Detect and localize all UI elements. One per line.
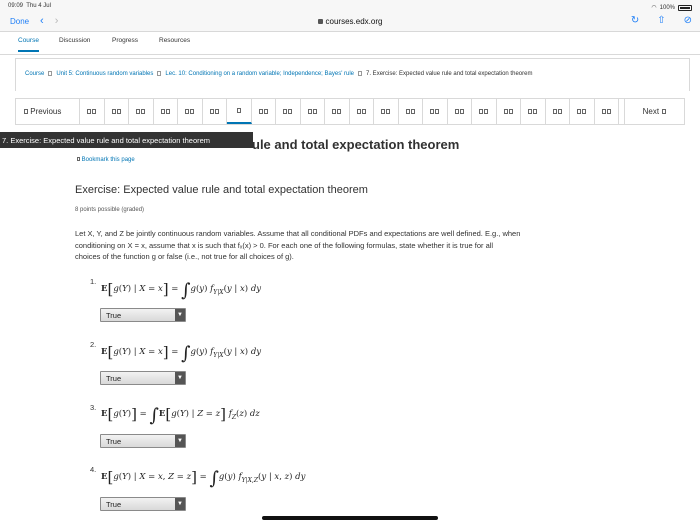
battery-percent: 100% (659, 4, 675, 11)
breadcrumb (15, 58, 690, 91)
reload-icon[interactable]: ↻ (630, 15, 640, 26)
formula-4: E[g(Y) | X = x, Z = z] = ∫g(y) $f_{Y|X,Z}(y$ | x, z) dy (101, 468, 306, 489)
formula-1: E[g(Y) | X = x] = ∫g(y) $f_{Y|X}(y$ | x) dy (101, 280, 262, 301)
sequence-unit-tab[interactable] (178, 99, 203, 124)
unit-type-icon (283, 109, 287, 114)
unit-type-icon (607, 109, 611, 114)
sequence-unit-tab[interactable] (374, 99, 399, 124)
sequence-unit-tab[interactable] (546, 99, 571, 124)
unit-type-icon (362, 109, 366, 114)
chevron-left-icon (24, 109, 28, 114)
bookmark-button[interactable]: Bookmark this page (76, 157, 135, 163)
sequence-units (80, 99, 619, 124)
compass-icon[interactable]: ⊘ (683, 15, 692, 26)
tab-discussion[interactable]: Discussion (59, 37, 91, 44)
unit-type-icon (185, 109, 189, 114)
sequence-unit-tab[interactable] (80, 99, 105, 124)
sequence-nav (15, 98, 685, 125)
unit-title: ule and total expectation theorem (252, 137, 460, 152)
unit-type-icon (386, 109, 390, 114)
unit-type-icon (313, 109, 317, 114)
chevron-down-icon: ▼ (175, 435, 185, 447)
unit-type-icon (264, 109, 268, 114)
previous-button[interactable]: Previous (16, 99, 80, 124)
unit-type-icon (337, 109, 341, 114)
unit-type-icon (237, 108, 241, 113)
breadcrumb-course[interactable]: Course (25, 71, 45, 77)
wifi-icon: ◠ (651, 5, 657, 11)
unit-type-icon (509, 109, 513, 114)
sequence-unit-tab[interactable] (399, 99, 424, 124)
lock-icon (318, 19, 323, 24)
share-icon[interactable]: ⇧ (657, 15, 666, 26)
unit-tooltip: 7. Exercise: Expected value rule and total expectation theorem (0, 132, 253, 148)
sequence-unit-tab[interactable] (203, 99, 228, 124)
question-number: 1. (90, 277, 97, 286)
unit-type-icon (528, 109, 532, 114)
bookmark-icon (77, 157, 80, 161)
unit-type-icon (117, 109, 121, 114)
done-button[interactable]: Done (10, 17, 30, 26)
chevron-down-icon: ▼ (175, 372, 185, 384)
sequence-unit-tab[interactable] (325, 99, 350, 124)
unit-type-icon (577, 109, 581, 114)
sequence-unit-tab[interactable] (154, 99, 179, 124)
unit-type-icon (435, 109, 439, 114)
sequence-unit-tab[interactable] (129, 99, 154, 124)
breadcrumb-current: 7. Exercise: Expected value rule and total expectation theorem (366, 71, 533, 77)
unit-type-icon (484, 109, 488, 114)
chevron-right-icon (662, 109, 666, 114)
question-number: 2. (90, 340, 97, 349)
chevron-right-icon (48, 71, 52, 76)
unit-type-icon (602, 109, 606, 114)
unit-type-icon (215, 109, 219, 114)
unit-type-icon (259, 109, 263, 114)
sequence-unit-tab[interactable] (276, 99, 301, 124)
unit-type-icon (479, 109, 483, 114)
formula-3: E[g(Y)] = ∫E[g(Y) | Z = z] $f_Z(z)$ dz (101, 405, 260, 426)
unit-type-icon (357, 109, 361, 114)
chevron-right-icon (157, 71, 161, 76)
unit-type-icon (553, 109, 557, 114)
sequence-unit-tab[interactable] (448, 99, 473, 124)
course-nav (0, 33, 700, 55)
unit-type-icon (288, 109, 292, 114)
chevron-down-icon: ▼ (175, 309, 185, 321)
chevron-right-icon (358, 71, 362, 76)
home-indicator[interactable] (262, 516, 438, 520)
question-number: 3. (90, 403, 97, 412)
unit-type-icon (406, 109, 410, 114)
status-bar (0, 0, 700, 12)
breadcrumb-lecture[interactable]: Lec. 10: Conditioning on a random variable; Independence; Bayes' rule (165, 71, 355, 77)
back-arrow-icon[interactable]: ‹ (40, 15, 44, 27)
tab-progress[interactable]: Progress (112, 37, 139, 44)
chevron-down-icon: ▼ (175, 498, 185, 510)
breadcrumb-unit[interactable]: Unit 5: Continuous random variables (56, 71, 154, 77)
formula-2: E[g(Y) | X = x] = ∫g(y) $f_{Y|X}(y$ | x) dy (101, 343, 262, 364)
sequence-unit-tab[interactable] (595, 99, 620, 124)
answer-dropdown-1[interactable]: True ▼ (100, 308, 186, 322)
sequence-unit-tab[interactable] (472, 99, 497, 124)
question-number: 4. (90, 465, 97, 474)
sequence-unit-tab[interactable] (497, 99, 522, 124)
sequence-unit-tab[interactable] (350, 99, 375, 124)
unit-type-icon (558, 109, 562, 114)
unit-type-icon (582, 109, 586, 114)
unit-type-icon (136, 109, 140, 114)
unit-type-icon (87, 109, 91, 114)
answer-dropdown-2[interactable]: True ▼ (100, 371, 186, 385)
answer-dropdown-3[interactable]: True ▼ (100, 434, 186, 448)
status-time: 09:09 Thu 4 Jul (8, 3, 51, 9)
points-possible: 8 points possible (graded) (75, 207, 145, 213)
unit-type-icon (460, 109, 464, 114)
unit-type-icon (112, 109, 116, 114)
unit-type-icon (166, 109, 170, 114)
sequence-unit-tab[interactable] (252, 99, 277, 124)
sequence-unit-tab[interactable] (570, 99, 595, 124)
next-button[interactable]: Next (624, 99, 684, 124)
unit-type-icon (411, 109, 415, 114)
browser-toolbar (0, 12, 700, 32)
sequence-unit-tab[interactable] (105, 99, 130, 124)
sequence-unit-tab[interactable] (227, 99, 252, 124)
unit-type-icon (332, 109, 336, 114)
unit-type-icon (430, 109, 434, 114)
unit-type-icon (92, 109, 96, 114)
unit-type-icon (504, 109, 508, 114)
unit-type-icon (190, 109, 194, 114)
sequence-unit-tab[interactable] (423, 99, 448, 124)
unit-type-icon (210, 109, 214, 114)
answer-dropdown-4[interactable]: True ▼ (100, 497, 186, 511)
tab-course[interactable]: Course (18, 37, 39, 52)
unit-type-icon (455, 109, 459, 114)
unit-type-icon (308, 109, 312, 114)
tab-resources[interactable]: Resources (159, 37, 191, 44)
unit-type-icon (381, 109, 385, 114)
unit-type-icon (161, 109, 165, 114)
problem-prompt: Let X, Y, and Z be jointly continuous random variables. Assume that all conditional PDFs and expectations are well defined. E.g., when conditioning on X = x, assume that x is such that fₓ(x) > 0. For each one of the following formulas, state whether it is true for all choices of the function g or false (i.e., not true for all choices of g). (75, 229, 521, 261)
url-bar[interactable]: courses.edx.org (0, 17, 700, 26)
status-right (651, 3, 692, 12)
sequence-unit-tab[interactable] (301, 99, 326, 124)
problem-title: Exercise: Expected value rule and total expectation theorem (75, 184, 368, 196)
browser-actions (631, 15, 692, 26)
sequence-unit-tab[interactable] (521, 99, 546, 124)
unit-type-icon (141, 109, 145, 114)
forward-arrow-icon[interactable]: › (54, 15, 59, 27)
battery-icon (678, 5, 692, 11)
unit-type-icon (533, 109, 537, 114)
